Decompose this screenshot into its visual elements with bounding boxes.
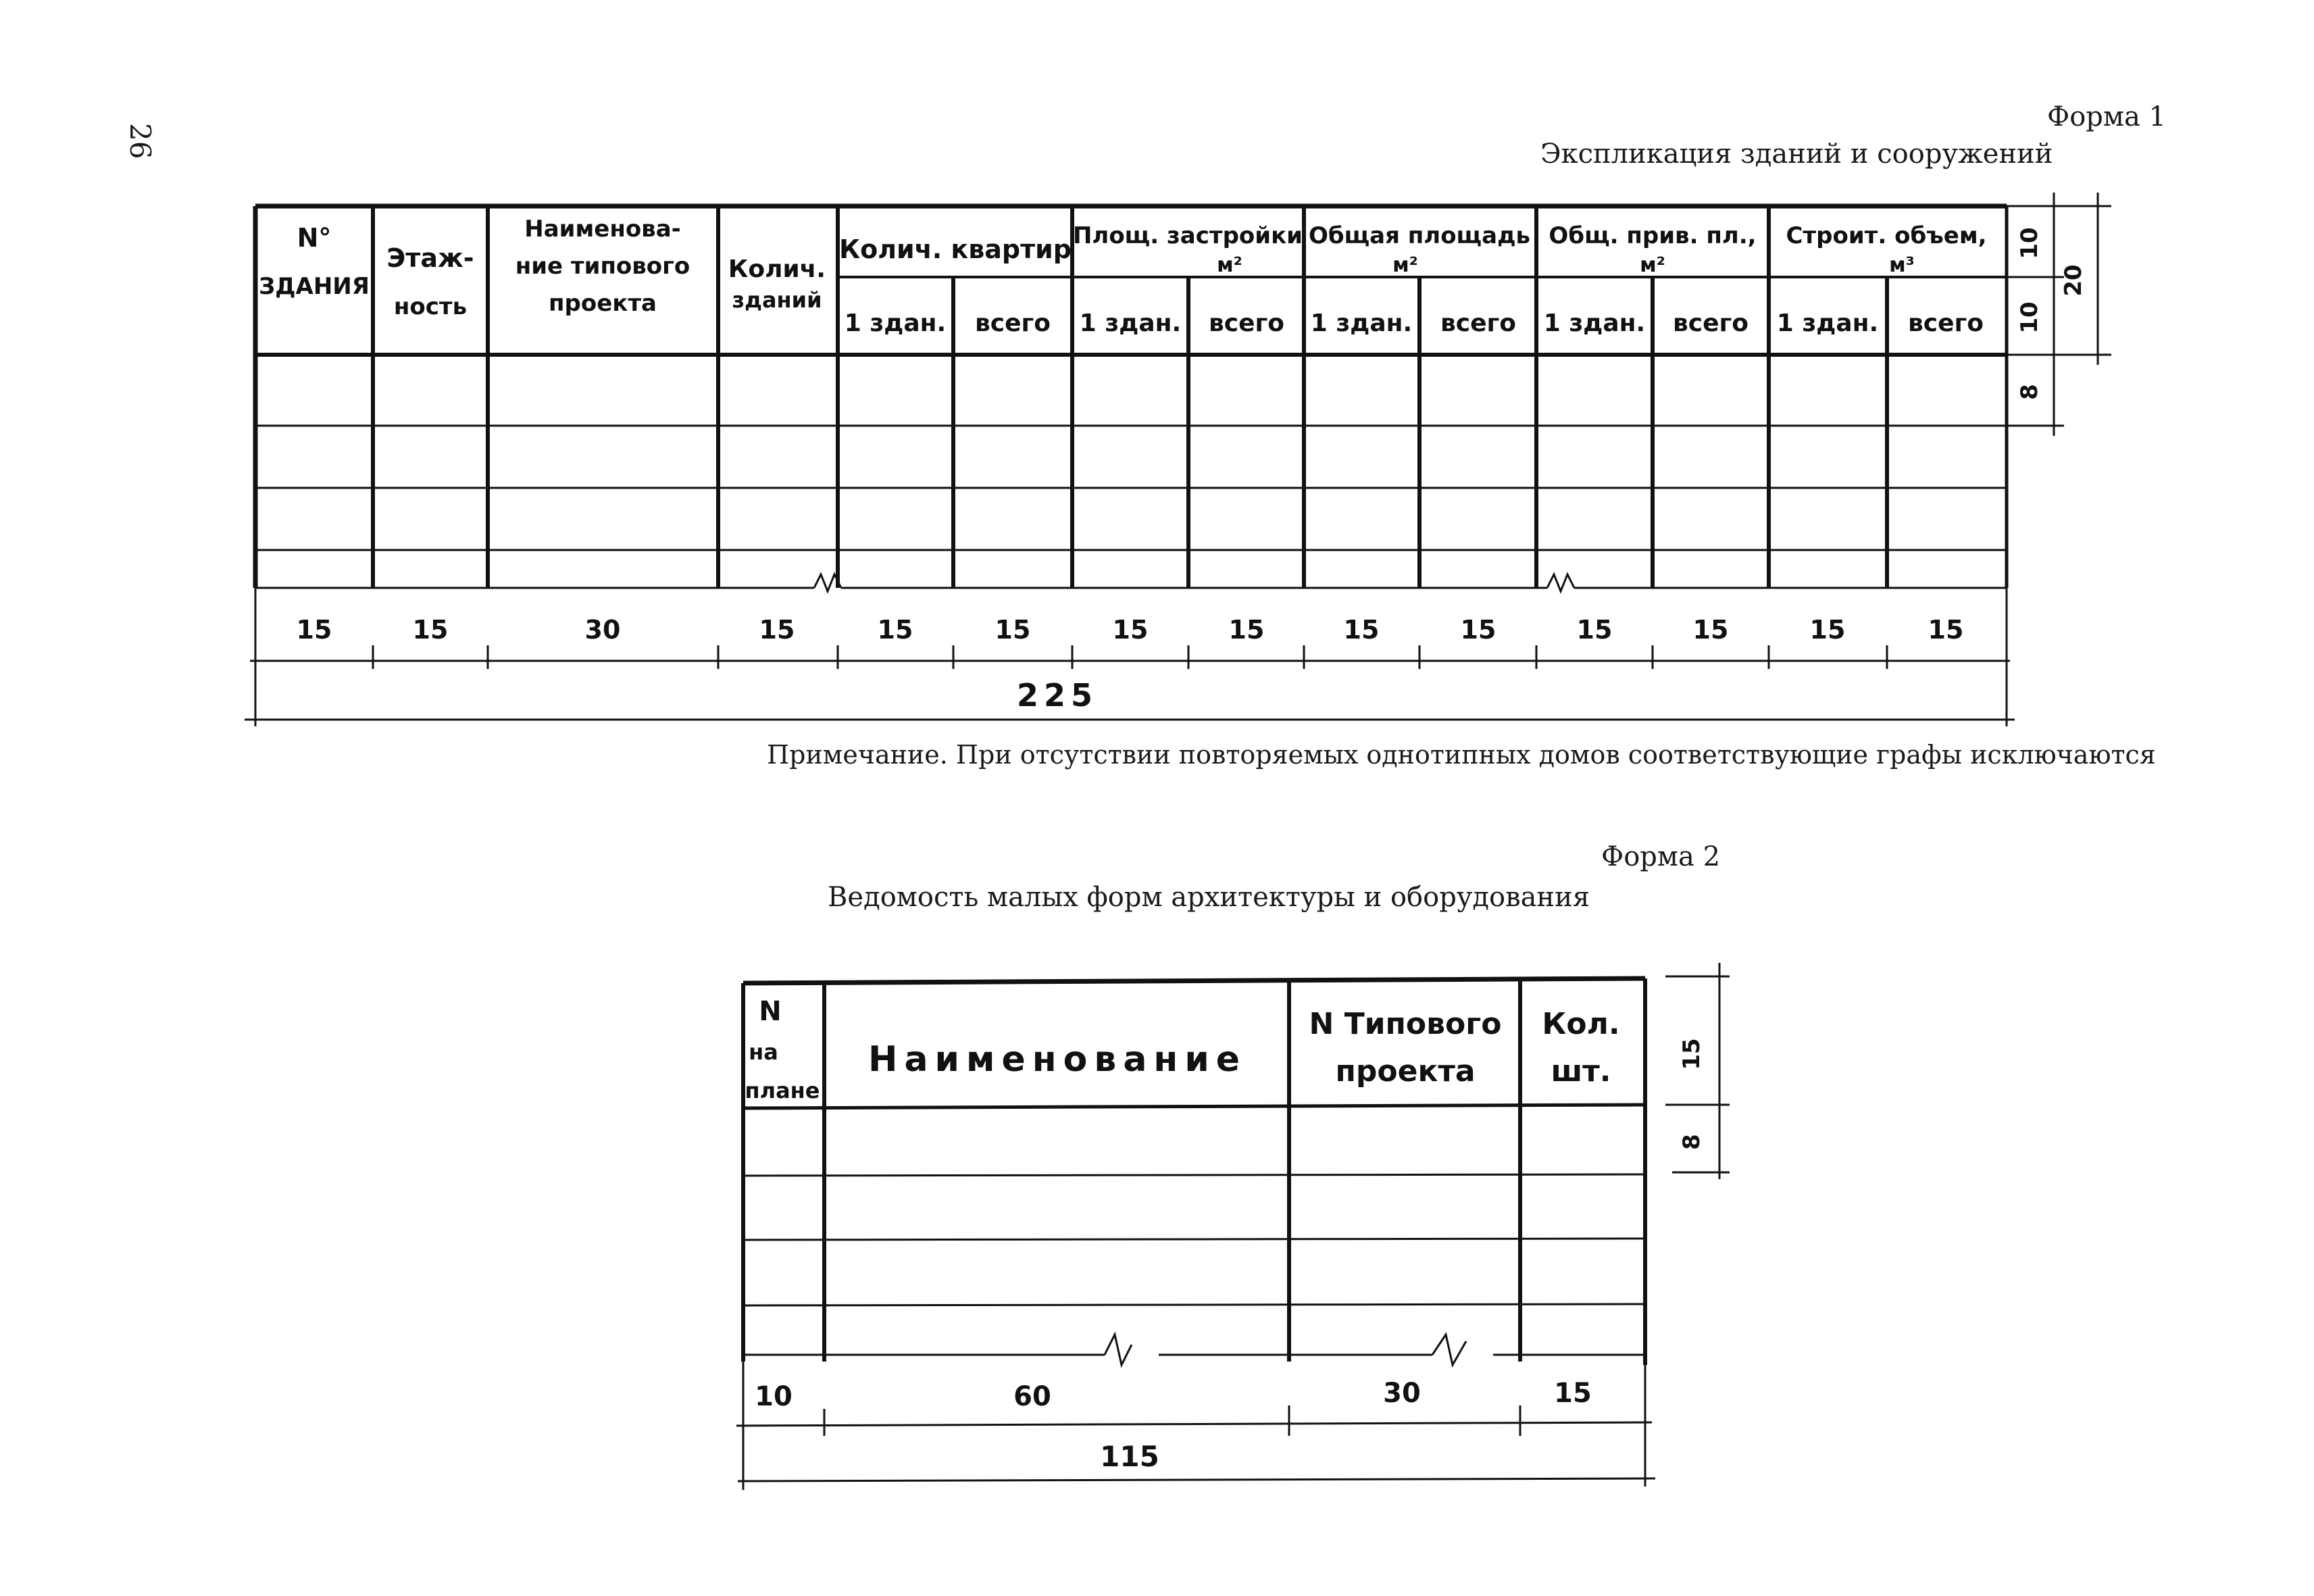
form2-h-project-no-1: N Типового [1309, 1007, 1502, 1041]
form1-label: Форма 1 [2047, 101, 2167, 132]
form1-title: Экспликация зданий и сооружений [1540, 139, 2053, 170]
form1-dim-col-3: 30 [584, 615, 621, 645]
form1-h-buildings-count-1: Колич. [728, 255, 826, 283]
form1-dim-col-14: 15 [1928, 615, 1964, 645]
form1-h-building-no-1: N° [297, 223, 332, 253]
form2-dim-col-4: 15 [1554, 1378, 1592, 1409]
form1-h-floors-2: ность [393, 293, 468, 320]
form1-dim-col-7: 15 [1112, 615, 1149, 645]
form1-sub-total-3: всего [1440, 309, 1517, 337]
form1-sub-one-1: 1 здан. [844, 309, 947, 337]
form2-dim-col-1: 10 [755, 1381, 793, 1412]
form1-h-built-area-unit: м² [1217, 253, 1242, 277]
form1-h-building-no-2: ЗДАНИЯ [259, 273, 370, 300]
form1-h-total-area-unit: м² [1392, 253, 1418, 277]
form2-h-name: Наименование [867, 1039, 1247, 1080]
form1-sub-one-4: 1 здан. [1543, 309, 1646, 337]
form2-h-qty-2: шт. [1551, 1054, 1611, 1089]
form1-h-volume-unit: м³ [1889, 253, 1915, 277]
form2-h-plan-no-1: N [759, 996, 782, 1027]
form1-h-total-area: Общая площадь [1308, 222, 1531, 249]
form1-h-buildings-count-2: зданий [732, 287, 822, 313]
form1-dim-col-10: 15 [1460, 615, 1496, 645]
form1-dim-col-8: 15 [1228, 615, 1265, 645]
form1-h-apartments: Колич. квартир [839, 234, 1072, 264]
form1-dim-header-top: 10 [2016, 227, 2043, 259]
form2-dim-row: 8 [1678, 1134, 1705, 1150]
form2-dim-header: 15 [1678, 1038, 1705, 1070]
form1-h-floors-1: Этаж- [386, 243, 474, 273]
form1-h-project-name-3: проекта [549, 290, 657, 317]
form2-h-plan-no-3: плане [745, 1078, 820, 1103]
form2-h-project-no-2: проекта [1335, 1054, 1476, 1089]
form1-dim-row: 8 [2016, 384, 2043, 400]
form1-dim-col-5: 15 [877, 615, 913, 645]
form1-sub-one-3: 1 здан. [1310, 309, 1413, 337]
form1-dim-col-1: 15 [296, 615, 332, 645]
form1-sub-one-5: 1 здан. [1776, 309, 1879, 337]
form2-dim-col-2: 60 [1013, 1381, 1051, 1412]
form1-h-built-area: Площ. застройки [1072, 222, 1303, 249]
form1-dim-col-13: 15 [1809, 615, 1846, 645]
form1-dim-col-9: 15 [1343, 615, 1380, 645]
form1-h-project-name-2: ние типового [515, 253, 690, 280]
form1-sub-one-2: 1 здан. [1079, 309, 1182, 337]
form2-label: Форма 2 [1601, 841, 1721, 872]
form1-h-reduced-area-unit: м² [1640, 253, 1665, 277]
form1-dim-col-6: 15 [995, 615, 1031, 645]
form1-dim-header-bottom: 10 [2016, 301, 2043, 334]
form2-title: Ведомость малых форм архитектуры и оборудования [828, 882, 1590, 913]
form1-sub-total-1: всего [974, 309, 1051, 337]
form1-h-project-name-1: Наименова- [524, 216, 681, 243]
form2-dim-total: 115 [1100, 1440, 1159, 1473]
form2-h-plan-no-2: на [749, 1039, 778, 1065]
form1-sub-total-5: всего [1907, 309, 1984, 337]
form1-h-reduced-area: Общ. прив. пл., [1549, 222, 1757, 249]
form1-h-volume: Строит. объем, [1786, 222, 1987, 249]
form2-dim-col-3: 30 [1383, 1378, 1421, 1409]
form1-sub-total-4: всего [1672, 309, 1749, 337]
form1-dim-col-2: 15 [412, 615, 449, 645]
form1-note: Примечание. При отсутствии повторяемых однотипных домов соответствующие графы исключаются [767, 740, 2156, 770]
form1-sub-total-2: всего [1208, 309, 1285, 337]
form1-dim-col-4: 15 [759, 615, 795, 645]
form1-dim-total: 225 [1016, 677, 1099, 714]
form2-h-qty-1: Кол. [1542, 1007, 1620, 1041]
form1-dim-header-total: 20 [2060, 264, 2087, 297]
page-number: 26 [124, 123, 157, 159]
form1-dim-col-12: 15 [1692, 615, 1729, 645]
form1-dim-col-11: 15 [1576, 615, 1613, 645]
